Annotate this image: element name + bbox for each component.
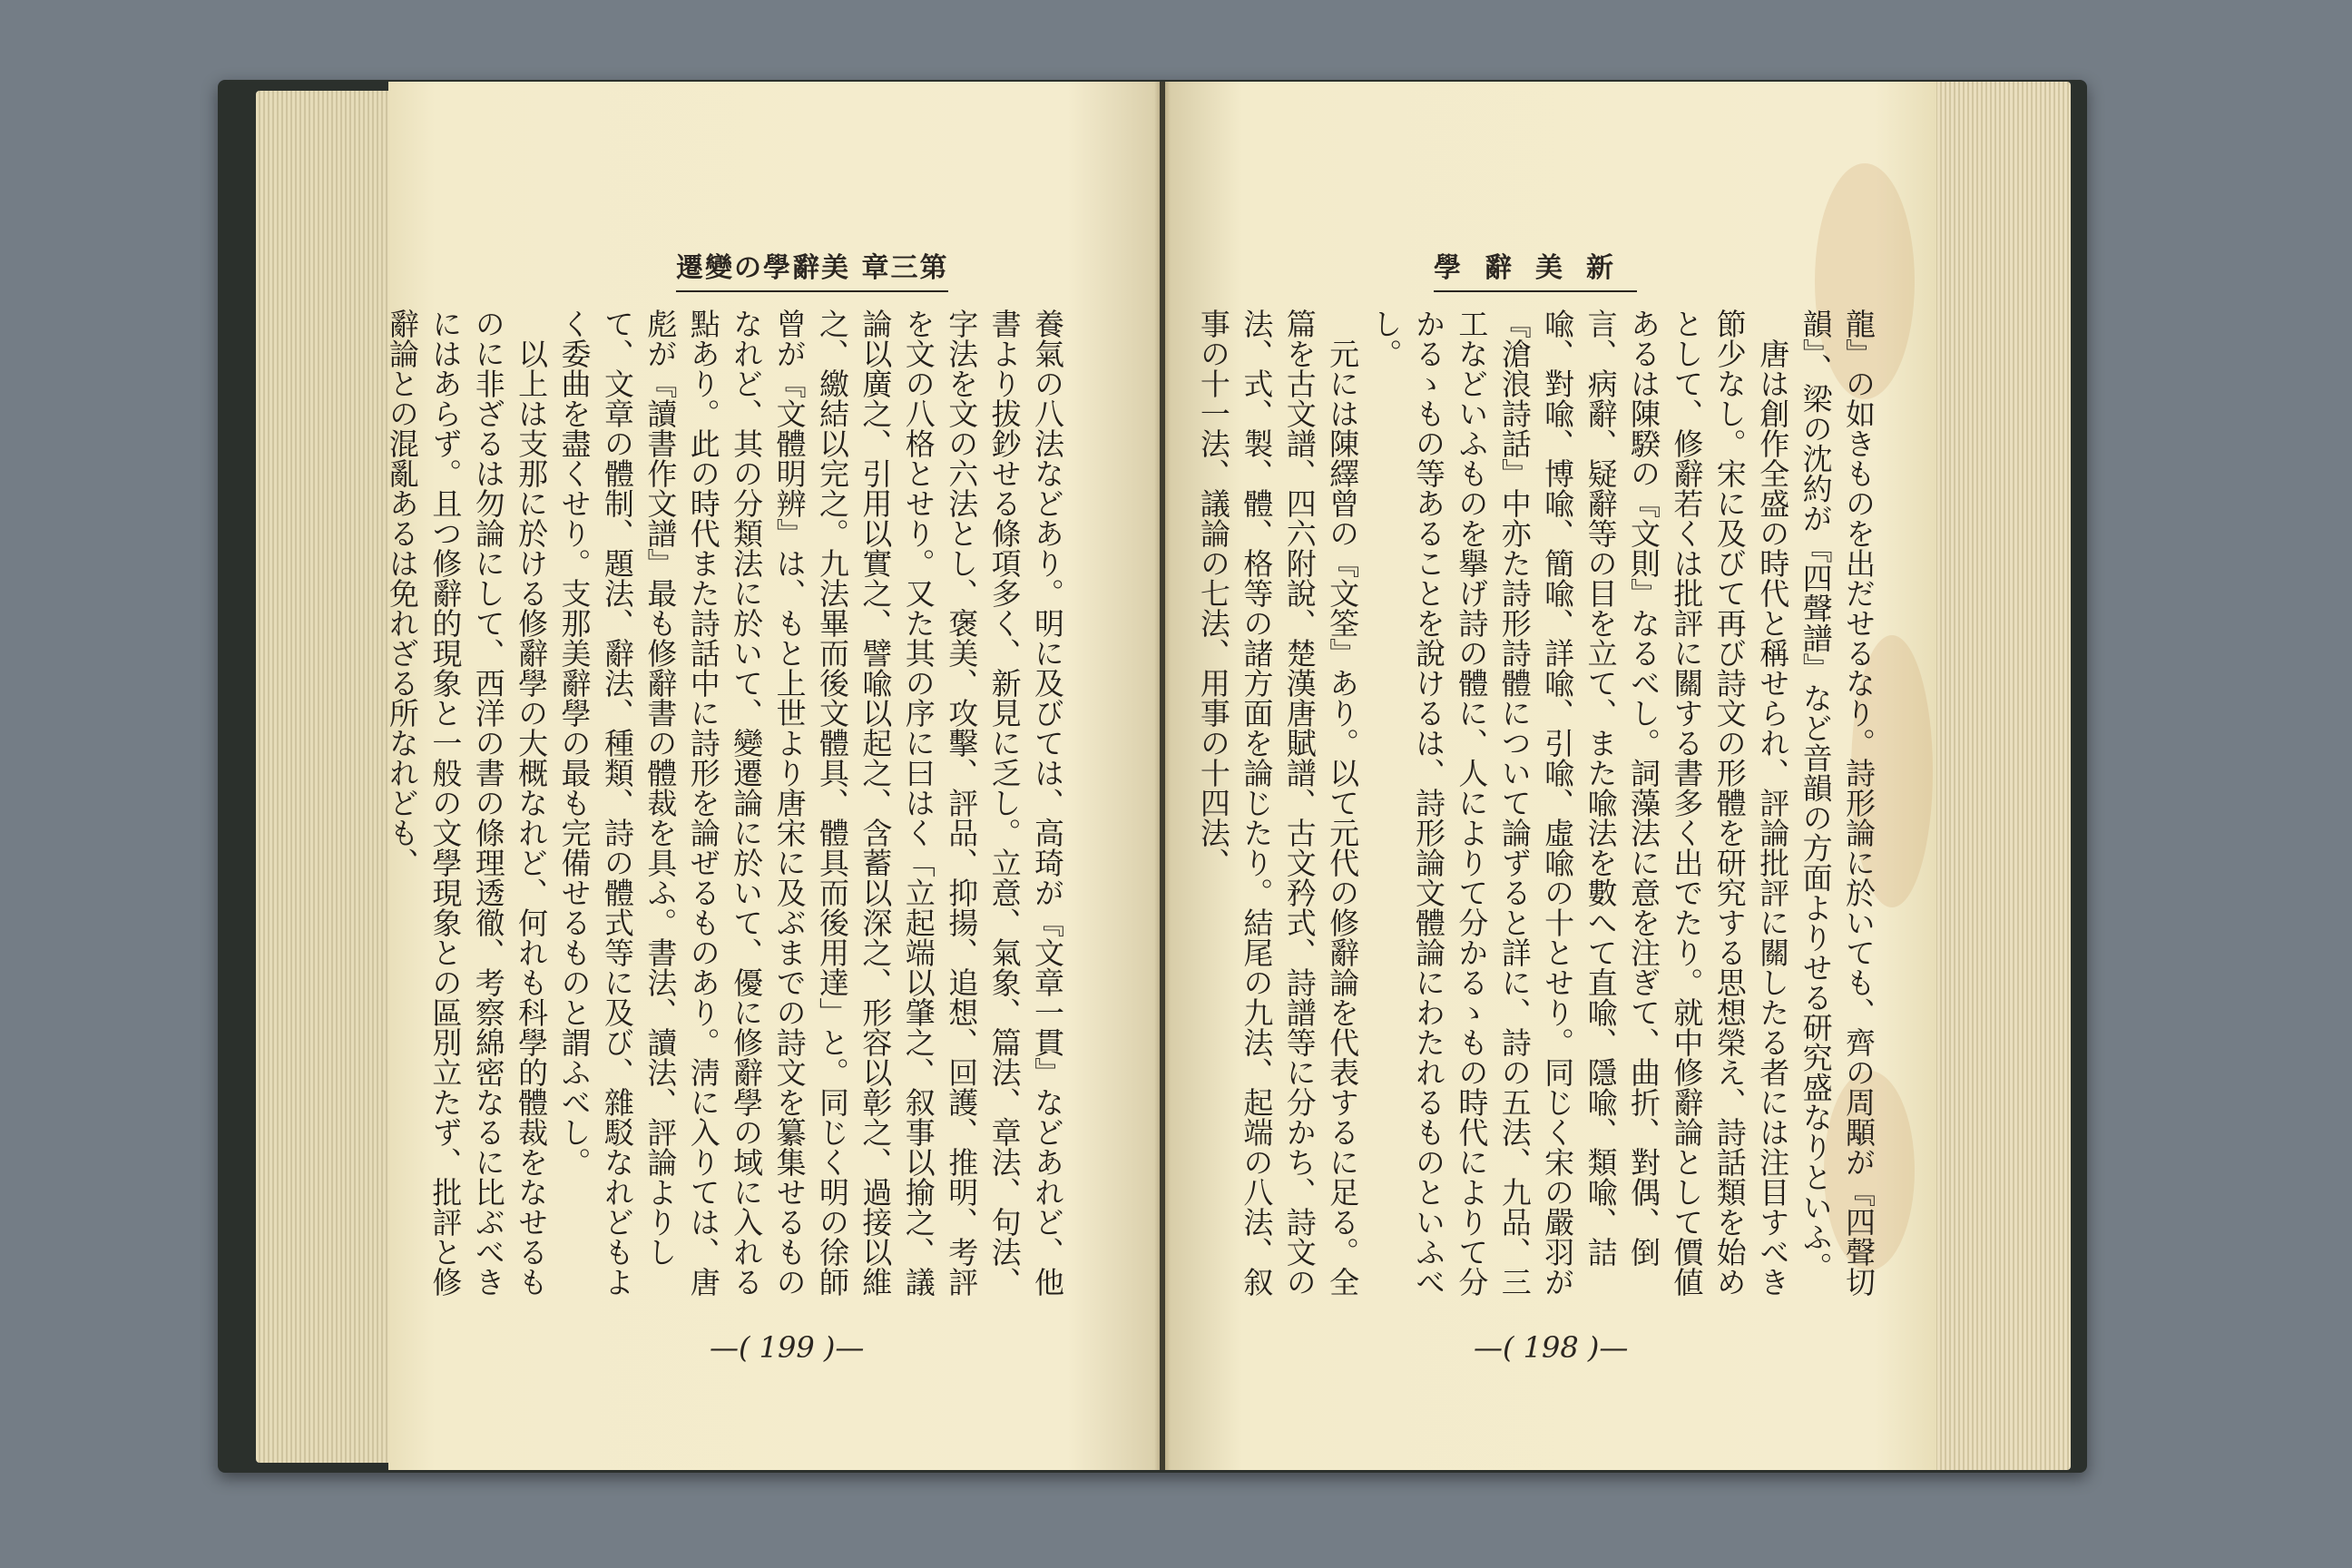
running-head-left: 遷變の學辭美 章三第: [676, 245, 948, 292]
page-edges-left: [256, 91, 392, 1463]
page-edges-right: [1933, 82, 2071, 1470]
page-number-right: —( 198 )—: [1474, 1330, 1629, 1365]
paragraph: 養氣の八法などあり。明に及びては、高琦が『文章一貫』などあれど、他書より拔鈔せる條項多く、新見に乏し。立意、氣象、篇法、章法、句法、字法を文の六法とし、褒美、攻擊、評品、抑揚、追想、回護、推明、考評を文の八格とせり。又た其の序に曰はく「立起端以肇之、叙事以揄之、議論以廣之、引用以實之、譬喩以起之、含蓄以深之、形容以彰之、過接以維之、繳結以完之。九法畢而後文體具、體具而後用達」と。同じく明の徐師曾が『文體明辨』は、もと上世より唐宋に及ぶまでの詩文を纂集せるものなれど、其の分類法に於いて、變遷論に於いて、優に修辭學の域に入れる點あり。此の時代また詩話中に詩形を論ぜるものあり。淸に入りては、唐彪が『讀書作文譜』最も修辭書の體裁を具ふ。書法、讀法、評論よりして、文章の體制、題法、辭法、種類、詩の體式等に及び、雜駁なれどもよく委曲を盡くせり。支那美辭學の最も完備せるものと謂ふべし。: [556, 309, 1065, 1297]
paragraph: 元には陳繹曾の『文筌』あり。以て元代の修辭論を代表するに足る。全篇を古文譜、四六附說、楚漢唐賦譜、古文矜式、詩譜等に分かち、詩文の法、式、製、體、格等の諸方面を論じたり。結尾の九法、起端の八法、叙事の十一法、議論の七法、用事の十四法、: [1195, 309, 1361, 1297]
paragraph: 唐は創作全盛の時代と稱せられ、評論批評に關したる者には注目すべき節少なし。宋に及びて再び詩文の形體を研究する思想榮え、詩話類を始めとして、修辭若くは批評に關する書多く出でたり。就中修辭論として價値あるは陳騤の『文則』なるべし。詞藻法に意を注ぎて、曲折、對偶、倒言、病辭、疑辭等の目を立て、また喩法を數へて直喩、隱喩、類喩、詰喩、對喩、博喩、簡喩、詳喩、引喩、虛喩の十とせり。同じく宋の嚴羽が『滄浪詩話』中亦た詩形詩體について論ずると詳に、詩の五法、九品、三工などいふものを擧げ詩の體に、人によりて分かるゝもの時代によりて分かるゝもの等あることを說けるは、詩形論文體論にわたれるものといふべし。: [1367, 309, 1791, 1297]
paragraph: 龍』の如きものを出だせるなり。詩形論に於いても、齊の周顒が『四聲切韻』、梁の沈約が『四聲譜』など音韻の方面よりせる研究盛なりといふ。: [1798, 309, 1877, 1297]
left-page-body: [384, 309, 1069, 1307]
right-page-body: [1195, 309, 1880, 1307]
book-gutter: [1154, 82, 1171, 1470]
page-number-left: —( 199 )—: [710, 1330, 865, 1365]
running-head-right: 學辭美新: [1434, 245, 1637, 292]
paragraph: 以上は支那に於ける修辭學の大概なれど、何れも科學的體裁をなせるものに非ざるは勿論にして、西洋の書の條理透徹、考察綿密なるに比ぶべきにはあらず。且つ修辭的現象と一般の文學現象との區別立たず、批評と修辭論との混亂あるは免れざる所なれども、: [384, 309, 550, 1297]
